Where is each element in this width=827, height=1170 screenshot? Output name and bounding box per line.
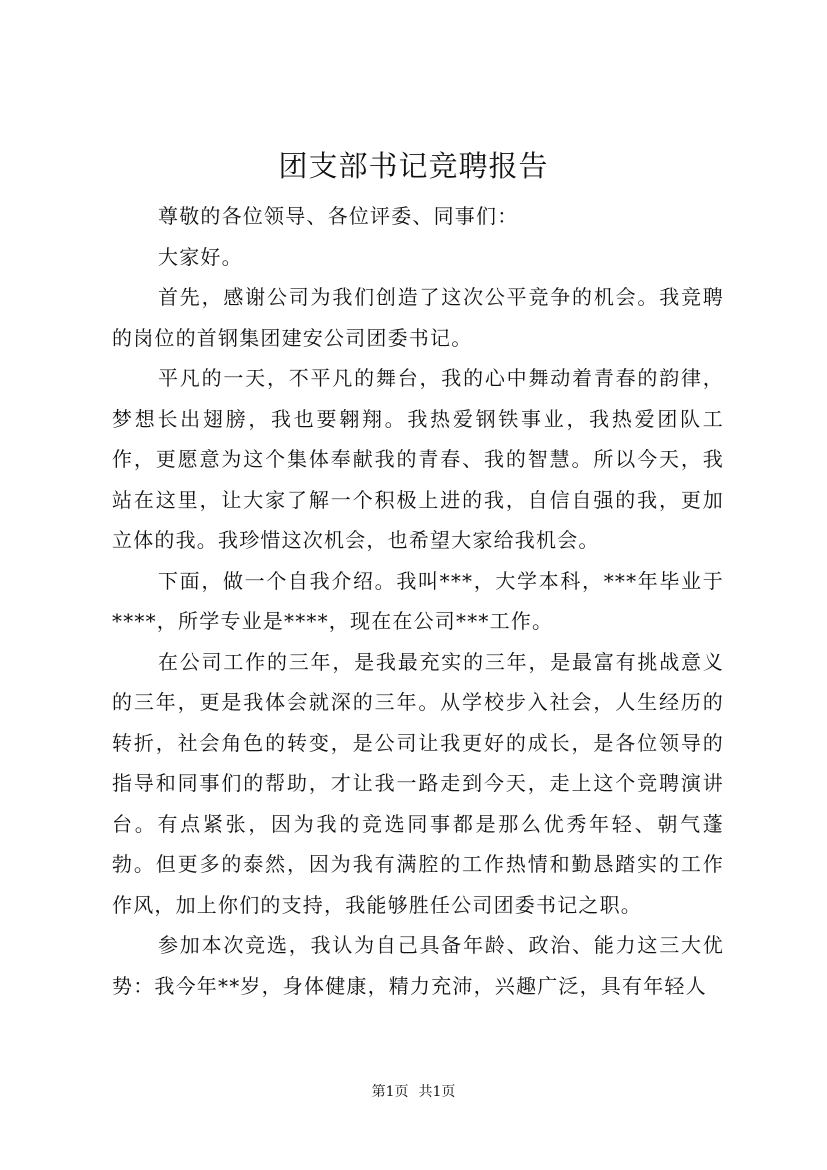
body-paragraph: 参加本次竞选，我认为自己具备年龄、政治、能力这三大优势：我今年**岁，身体健康，精力充沛，兴趣广泛，具有年轻人	[112, 933, 724, 998]
document-title: 团支部书记竞聘报告	[278, 149, 549, 183]
document-body	[112, 196, 724, 1006]
page-footer	[0, 1082, 827, 1102]
body-paragraph: 首先，感谢公司为我们创造了这次公平竞争的机会。我竞聘的岗位的首钢集团建安公司团委书记。	[112, 285, 724, 350]
greeting-paragraph: 大家好。	[158, 244, 243, 269]
page-number: 第1页	[371, 1084, 409, 1100]
salutation-paragraph: 尊敬的各位领导、各位评委、同事们：	[158, 204, 519, 228]
body-paragraph: 在公司工作的三年，是我最充实的三年，是最富有挑战意义的三年，更是我体会就深的三年。从学校步入社会，人生经历的转折，社会角色的转变，是公司让我更好的成长，是各位领导的指导和同事们的帮助，才让我一路走到今天，走上这个竞聘演讲台。有点紧张，因为我的竞选同事都是那么优秀年轻、朝气蓬勃。但更多的泰然，因为我有满腔的工作热情和勤恳踏实的工作作风，加上你们的支持，我能够胜任公司团委书记之职。	[112, 649, 724, 917]
page-total: 共1页	[418, 1084, 456, 1100]
body-paragraph: 平凡的一天，不平凡的舞台，我的心中舞动着青春的韵律，梦想长出翅膀，我也要翱翔。我热爱钢铁事业，我热爱团队工作，更愿意为这个集体奉献我的青春、我的智慧。所以今天，我站在这里，让大家了解一个积极上进的我，自信自强的我，更加立体的我。我珍惜这次机会，也希望大家给我机会。	[112, 366, 724, 552]
body-paragraph: 下面，做一个自我介绍。我叫***，大学本科，***年毕业于****，所学专业是****，现在在公司***工作。	[112, 568, 724, 633]
